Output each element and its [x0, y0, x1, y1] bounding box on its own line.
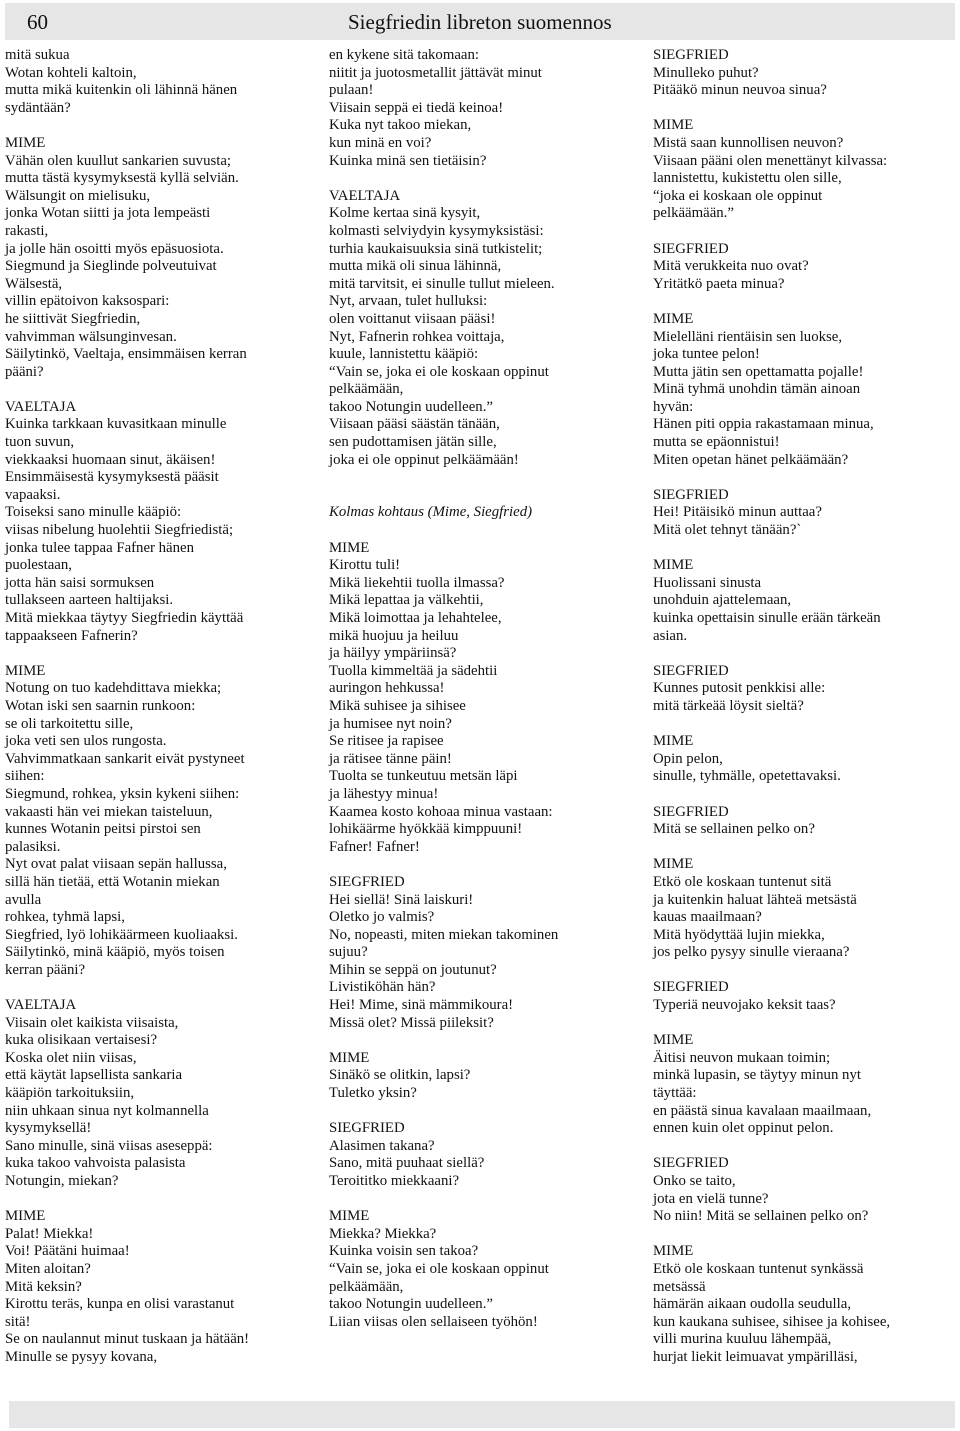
- libretto-line: kääpiön tarkoituksiin,: [5, 1085, 135, 1102]
- libretto-line: Mitä keksin?: [5, 1278, 82, 1295]
- speaker-name: MIME: [329, 1208, 370, 1225]
- libretto-line: Mikä liekehtii tuolla ilmassa?: [329, 574, 505, 591]
- libretto-line: vakaasti hän vei miekan taisteluun,: [5, 803, 213, 820]
- libretto-line: mitä tärkeää löysit sieltä?: [653, 697, 804, 714]
- text-column-1: [5, 47, 315, 1367]
- libretto-line: jonka tulee tappaa Fafner hänen: [5, 539, 194, 556]
- libretto-line: sinulle, tyhmälle, opetettavaksi.: [653, 768, 841, 785]
- libretto-line: ja rätisee tänne päin!: [329, 750, 452, 767]
- libretto-line: kauas maailmaan?: [653, 909, 762, 926]
- libretto-line: Sano, mitä puuhaat siellä?: [329, 1155, 485, 1172]
- libretto-line: asian.: [653, 627, 688, 644]
- libretto-line: Hänen piti oppia rakastamaan minua,: [653, 416, 874, 433]
- libretto-line: Ensimmäisestä kysymyksestä pääsit: [5, 469, 219, 486]
- libretto-line: Nyt, arvaan, tulet hulluksi:: [329, 293, 488, 310]
- libretto-line: minkä lupasin, se täytyy minun nyt: [653, 1067, 861, 1084]
- libretto-line: he siittivät Siegfriedin,: [5, 310, 141, 327]
- libretto-line: Kuinka minä sen tietäisin?: [329, 152, 487, 169]
- libretto-line: Kunnes putosit penkkisi alle:: [653, 680, 826, 697]
- libretto-line: Äitisi neuvon mukaan toimin;: [653, 1049, 831, 1066]
- blank-line: [653, 645, 953, 663]
- libretto-line: viekkaaksi huomaan sinut, äkäisen!: [5, 451, 216, 468]
- libretto-line: Kuka nyt takoo miekan,: [329, 117, 472, 134]
- libretto-line: Vähän olen kuullut sankarien suvusta;: [5, 152, 232, 169]
- libretto-line: Minä tyhmä unohdin tämän ainoan: [653, 381, 861, 398]
- blank-line: [5, 979, 315, 997]
- libretto-line: kunnes Wotanin peitsi pirstoi sen: [5, 821, 201, 838]
- blank-line: [5, 117, 315, 135]
- speaker-name: MIME: [5, 134, 46, 151]
- libretto-line: Viisaan pääni olen menettänyt kilvassa:: [653, 152, 888, 169]
- libretto-line: Notungin, miekan?: [5, 1173, 119, 1189]
- libretto-line: Miten aloitan?: [5, 1260, 91, 1277]
- libretto-line: villin epätoivon kaksospari:: [5, 293, 170, 310]
- libretto-line: Viisaan pääsi säästän tänään,: [329, 416, 500, 433]
- blank-line: [5, 381, 315, 399]
- libretto-line: ennen kuin olet oppinut pelon.: [653, 1120, 834, 1137]
- libretto-line: hämärän aikaan oudolla seudulla,: [653, 1296, 852, 1313]
- speaker-name: MIME: [329, 1049, 370, 1066]
- libretto-line: Kolme kertaa sinä kysyit,: [329, 205, 481, 222]
- libretto-line: sujuu?: [329, 944, 368, 961]
- blank-line: [329, 1191, 639, 1209]
- libretto-line: kuule, lannistettu kääpiö:: [329, 346, 479, 363]
- libretto-line: sillä hän tietää, että Wotanin miekan: [5, 873, 220, 890]
- libretto-line: Minulleko puhut?: [653, 64, 759, 81]
- libretto-line: Nyt, Fafnerin rohkea voittaja,: [329, 328, 505, 345]
- speaker-name: MIME: [653, 1032, 694, 1049]
- libretto-line: Tuolta se tunkeutuu metsän läpi: [329, 768, 518, 785]
- libretto-line: kun kaukana suhisee, sihisee ja kohisee,: [653, 1313, 891, 1330]
- libretto-line: se oli tarkoitettu sille,: [5, 715, 134, 732]
- libretto-line: Viisain olet kaikista viisaista,: [5, 1014, 179, 1031]
- libretto-line: Fafner! Fafner!: [329, 838, 420, 855]
- blank-line: [329, 1032, 639, 1050]
- speaker-name: VAELTAJA: [5, 398, 77, 415]
- libretto-line: Tuletko yksin?: [329, 1085, 417, 1102]
- libretto-line: kysymyksellä!: [5, 1120, 92, 1137]
- libretto-line: Wotan iski sen saarnin runkoon:: [5, 697, 196, 714]
- libretto-line: palasiksi.: [5, 838, 61, 855]
- libretto-line: Vahvimmatkaan sankarit eivät pystyneet: [5, 750, 245, 767]
- libretto-line: Kaamea kosto kohoaa minua vastaan:: [329, 803, 553, 820]
- libretto-line: mutta se epäonnistui!: [653, 434, 780, 451]
- libretto-line: ja jolle hän osoitti myös epäsuosiota.: [5, 240, 224, 257]
- libretto-line: Mutta jätin sen opettamatta pojalle!: [653, 363, 864, 380]
- libretto-line: Miekka? Miekka?: [329, 1225, 437, 1242]
- libretto-line: siihen:: [5, 768, 45, 785]
- libretto-line: Mikä suhisee ja sihisee: [329, 697, 466, 714]
- page-footer-bar: [9, 1401, 955, 1428]
- libretto-line: Pitääkö minun neuvoa sinua?: [653, 82, 827, 99]
- libretto-line: Wotan kohteli kaltoin,: [5, 64, 137, 81]
- blank-line: [5, 645, 315, 663]
- libretto-line: Hei! Pitäisikö minun auttaa?: [653, 504, 822, 521]
- blank-line: [653, 1138, 953, 1156]
- libretto-line: Mihin se seppä on joutunut?: [329, 961, 497, 978]
- libretto-line: Sinäkö se olitkin, lapsi?: [329, 1067, 471, 1084]
- libretto-line: Onko se taito,: [653, 1173, 736, 1189]
- blank-line: [329, 856, 639, 874]
- libretto-line: Säilytinkö, Vaeltaja, ensimmäisen kerran: [5, 346, 247, 363]
- blank-line: [653, 962, 953, 980]
- libretto-line: Kuinka tarkkaan kuvasitkaan minulle: [5, 416, 227, 433]
- libretto-line: lohikäärme hyökkää kimppuuni!: [329, 821, 523, 838]
- libretto-line: hyvän:: [653, 398, 694, 415]
- blank-line: [5, 1191, 315, 1209]
- blank-line: [653, 469, 953, 487]
- libretto-line: Se ritisee ja rapisee: [329, 733, 444, 750]
- blank-line: [653, 1015, 953, 1033]
- libretto-line: Wälsestä,: [5, 275, 63, 292]
- libretto-line: jotta hän saisi sormuksen: [5, 574, 155, 591]
- blank-line: [329, 487, 639, 505]
- libretto-line: Se on naulannut minut tuskaan ja hätään!: [5, 1331, 250, 1348]
- blank-line: [653, 839, 953, 857]
- libretto-line: No, nopeasti, miten miekan takominen: [329, 926, 559, 943]
- libretto-line: unohduin ajattelemaan,: [653, 592, 792, 609]
- speaker-name: MIME: [5, 662, 46, 679]
- blank-line: [329, 522, 639, 540]
- blank-line: [653, 223, 953, 241]
- libretto-line: turhia kaukaisuuksia sinä tutkistelit;: [329, 240, 543, 257]
- speaker-name: SIEGFRIED: [329, 1120, 405, 1137]
- libretto-line: Wälsungit on mielisuku,: [5, 187, 151, 204]
- libretto-line: Viisain seppä ei tiedä keinoa!: [329, 99, 504, 116]
- libretto-line: auringon hehkussa!: [329, 680, 445, 697]
- libretto-line: ja humisee nyt noin?: [329, 715, 452, 732]
- libretto-line: takoo Notungin uudelleen.”: [329, 1296, 493, 1313]
- libretto-line: metsässä: [653, 1278, 706, 1295]
- libretto-line: jota en vielä tunne?: [653, 1190, 769, 1207]
- libretto-line: Hei siellä! Sinä laiskuri!: [329, 891, 474, 908]
- libretto-line: Notung on tuo kadehdittava miekka;: [5, 680, 222, 697]
- libretto-line: Mikä lepattaa ja välkehtii,: [329, 592, 484, 609]
- speaker-name: SIEGFRIED: [653, 240, 729, 257]
- libretto-line: Kirottu tuli!: [329, 557, 401, 574]
- libretto-line: Yritätkö paeta minua?: [653, 275, 785, 292]
- libretto-line: tappaakseen Fafnerin?: [5, 627, 138, 644]
- libretto-line: Livistiköhän hän?: [329, 979, 436, 996]
- libretto-line: Toiseksi sano minulle kääpiö:: [5, 504, 182, 521]
- speaker-name: MIME: [653, 733, 694, 750]
- libretto-line: niin uhkaan sinua nyt kolmannella: [5, 1102, 209, 1119]
- blank-line: [653, 1226, 953, 1244]
- speaker-name: SIEGFRIED: [653, 662, 729, 679]
- page-header: [5, 3, 955, 40]
- libretto-line: kuka takoo vahvoista palasista: [5, 1155, 186, 1172]
- libretto-line: Etkö ole koskaan tuntenut synkässä: [653, 1260, 864, 1277]
- libretto-line: mutta tästä kysymyksestä kyllä selviän.: [5, 170, 239, 187]
- libretto-line: joka ei ole oppinut pelkäämään!: [329, 451, 519, 468]
- libretto-line: puolestaan,: [5, 557, 72, 574]
- libretto-line: mitä tarvitsit, ei sinulle tullut mieleen.: [329, 275, 555, 292]
- libretto-line: Liian viisas olen sellaiseen työhön!: [329, 1313, 538, 1330]
- blank-line: [329, 1103, 639, 1121]
- libretto-line: Huolissani sinusta: [653, 574, 762, 591]
- libretto-line: kuinka opettaisin sinulle erään tärkeän: [653, 610, 881, 626]
- blank-line: [653, 716, 953, 734]
- blank-line: [653, 100, 953, 118]
- speaker-name: MIME: [653, 310, 694, 327]
- libretto-line: takoo Notungin uudelleen.”: [329, 398, 493, 415]
- libretto-line: mitä sukua: [5, 47, 70, 63]
- libretto-line: sitä!: [5, 1313, 31, 1330]
- scene-heading: Kolmas kohtaus (Mime, Siegfried): [329, 504, 533, 521]
- libretto-line: kun minä en voi?: [329, 134, 432, 151]
- speaker-name: SIEGFRIED: [653, 979, 729, 996]
- libretto-line: että käytät lapsellista sankaria: [5, 1067, 183, 1084]
- libretto-line: hurjat liekit leimuavat ympärilläsi,: [653, 1348, 858, 1365]
- libretto-line: Oletko jo valmis?: [329, 909, 435, 926]
- libretto-line: Nyt ovat palat viisaan sepän hallussa,: [5, 856, 227, 873]
- libretto-line: Säilytinkö, minä kääpiö, myös toisen: [5, 944, 225, 961]
- libretto-line: Miten opetan hänet pelkäämään?: [653, 451, 849, 468]
- libretto-line: kolmasti selviydyin kysymyksistäsi:: [329, 222, 544, 239]
- text-column-3: [653, 47, 953, 1367]
- libretto-line: Mitä olet tehnyt tänään?`: [653, 522, 802, 539]
- libretto-line: Mielelläni rientäisin sen luokse,: [653, 328, 843, 345]
- libretto-line: villi murina kuuluu lähempää,: [653, 1331, 832, 1348]
- libretto-line: pulaan!: [329, 82, 374, 99]
- libretto-line: sen pudottamisen jätän sille,: [329, 434, 497, 451]
- libretto-line: vahvimman wälsunginvesan.: [5, 328, 177, 345]
- speaker-name: SIEGFRIED: [653, 486, 729, 503]
- blank-line: [653, 293, 953, 311]
- libretto-line: ja lähestyy minua!: [329, 785, 439, 802]
- libretto-line: “Vain se, joka ei ole koskaan oppinut: [329, 1260, 549, 1277]
- speaker-name: MIME: [5, 1208, 46, 1225]
- libretto-line: joka veti sen ulos rungosta.: [5, 733, 167, 750]
- libretto-line: Typeriä neuvojako keksit taas?: [653, 997, 836, 1014]
- libretto-line: Kirottu teräs, kunpa en olisi varastanut: [5, 1296, 235, 1313]
- libretto-line: mutta mikä oli sinua lähinnä,: [329, 258, 502, 275]
- libretto-line: Missä olet? Missä piileksit?: [329, 1014, 494, 1031]
- running-title: Siegfriedin libreton suomennos: [348, 10, 612, 34]
- libretto-line: olen voittanut viisaan pääsi!: [329, 310, 496, 327]
- libretto-line: kuka olisikaan vertaisesi?: [5, 1032, 158, 1049]
- libretto-line: avulla: [5, 891, 42, 908]
- libretto-line: Opin pelon,: [653, 750, 723, 767]
- libretto-line: Mitä se sellainen pelko on?: [653, 821, 815, 838]
- libretto-line: Minulle se pysyy kovana,: [5, 1348, 158, 1365]
- speaker-name: MIME: [329, 539, 370, 556]
- blank-line: [653, 540, 953, 558]
- libretto-line: Teroititko miekkaani?: [329, 1173, 460, 1189]
- libretto-line: Mikä loimottaa ja lehahtelee,: [329, 610, 502, 626]
- libretto-line: Siegmund ja Sieglinde polveutuivat: [5, 258, 217, 275]
- libretto-line: “joka ei koskaan ole oppinut: [653, 187, 823, 204]
- libretto-line: Siegfried, lyö lohikäärmeen kuoliaaksi.: [5, 926, 238, 943]
- text-column-2: [329, 47, 639, 1331]
- libretto-line: Voi! Päätäni huimaa!: [5, 1243, 130, 1260]
- blank-line: [329, 469, 639, 487]
- libretto-line: en päästä sinua kavalaan maailmaan,: [653, 1102, 872, 1119]
- libretto-line: Palat! Miekka!: [5, 1225, 94, 1242]
- speaker-name: SIEGFRIED: [653, 803, 729, 820]
- speaker-name: MIME: [653, 117, 694, 134]
- libretto-line: No niin! Mitä se sellainen pelko on?: [653, 1208, 869, 1225]
- libretto-line: pääni?: [5, 363, 44, 380]
- libretto-line: Etkö ole koskaan tuntenut sitä: [653, 873, 832, 890]
- speaker-name: SIEGFRIED: [329, 873, 405, 890]
- libretto-line: tullakseen aarteen haltijaksi.: [5, 592, 174, 609]
- libretto-line: jonka Wotan siitti ja jota lempeästi: [5, 205, 211, 222]
- libretto-line: jos pelko pysyy sinulle vieraana?: [653, 944, 850, 961]
- libretto-line: mikä huojuu ja heiluu: [329, 627, 459, 644]
- libretto-line: tuon suvun,: [5, 434, 75, 451]
- libretto-line: “Vain se, joka ei ole koskaan oppinut: [329, 363, 549, 380]
- libretto-line: kerran pääni?: [5, 961, 86, 978]
- speaker-name: MIME: [653, 557, 694, 574]
- libretto-line: Alasimen takana?: [329, 1137, 435, 1154]
- libretto-line: ja kuitenkin haluat lähteä metsästä: [653, 891, 857, 908]
- libretto-line: pelkäämään.”: [653, 205, 734, 222]
- libretto-line: Mitä hyödyttää lujin miekka,: [653, 926, 825, 943]
- speaker-name: MIME: [653, 856, 694, 873]
- speaker-name: SIEGFRIED: [653, 47, 729, 63]
- libretto-line: Mitä miekkaa täytyy Siegfriedin käyttää: [5, 610, 244, 626]
- libretto-line: Mitä verukkeita nuo ovat?: [653, 258, 809, 275]
- speaker-name: VAELTAJA: [5, 997, 77, 1014]
- libretto-line: pelkäämään,: [329, 1278, 404, 1295]
- libretto-line: täyttää:: [653, 1085, 697, 1102]
- speaker-name: VAELTAJA: [329, 187, 401, 204]
- libretto-line: pelkäämään,: [329, 381, 404, 398]
- libretto-line: lannistettu, kukistettu olen sille,: [653, 170, 842, 187]
- blank-line: [653, 786, 953, 804]
- libretto-line: rohkea, tyhmä lapsi,: [5, 909, 125, 926]
- libretto-line: Siegmund, rohkea, yksin kykeni siihen:: [5, 785, 240, 802]
- libretto-line: joka tuntee pelon!: [653, 346, 760, 363]
- libretto-line: Koska olet niin viisas,: [5, 1049, 137, 1066]
- libretto-line: niitit ja juotosmetallit jättävät minut: [329, 64, 542, 81]
- page-number: 60: [27, 10, 48, 34]
- libretto-line: mutta mikä kuitenkin oli lähinnä hänen: [5, 82, 238, 99]
- libretto-line: sydäntään?: [5, 99, 71, 116]
- speaker-name: SIEGFRIED: [653, 1155, 729, 1172]
- libretto-line: en kykene sitä takomaan:: [329, 47, 479, 63]
- libretto-line: Kuinka voisin sen takoa?: [329, 1243, 479, 1260]
- libretto-line: ja häilyy ympäriinsä?: [329, 645, 457, 662]
- libretto-line: Hei! Mime, sinä mämmikoura!: [329, 997, 514, 1014]
- libretto-line: Mistä saan kunnollisen neuvon?: [653, 134, 844, 151]
- libretto-line: vapaaksi.: [5, 486, 61, 503]
- libretto-line: Tuolla kimmeltää ja sädehtii: [329, 662, 498, 679]
- libretto-line: Sano minulle, sinä viisas aseseppä:: [5, 1137, 213, 1154]
- libretto-line: viisas nibelung huolehtii Siegfriedistä;: [5, 522, 234, 539]
- speaker-name: MIME: [653, 1243, 694, 1260]
- blank-line: [329, 170, 639, 188]
- libretto-line: rakasti,: [5, 222, 49, 239]
